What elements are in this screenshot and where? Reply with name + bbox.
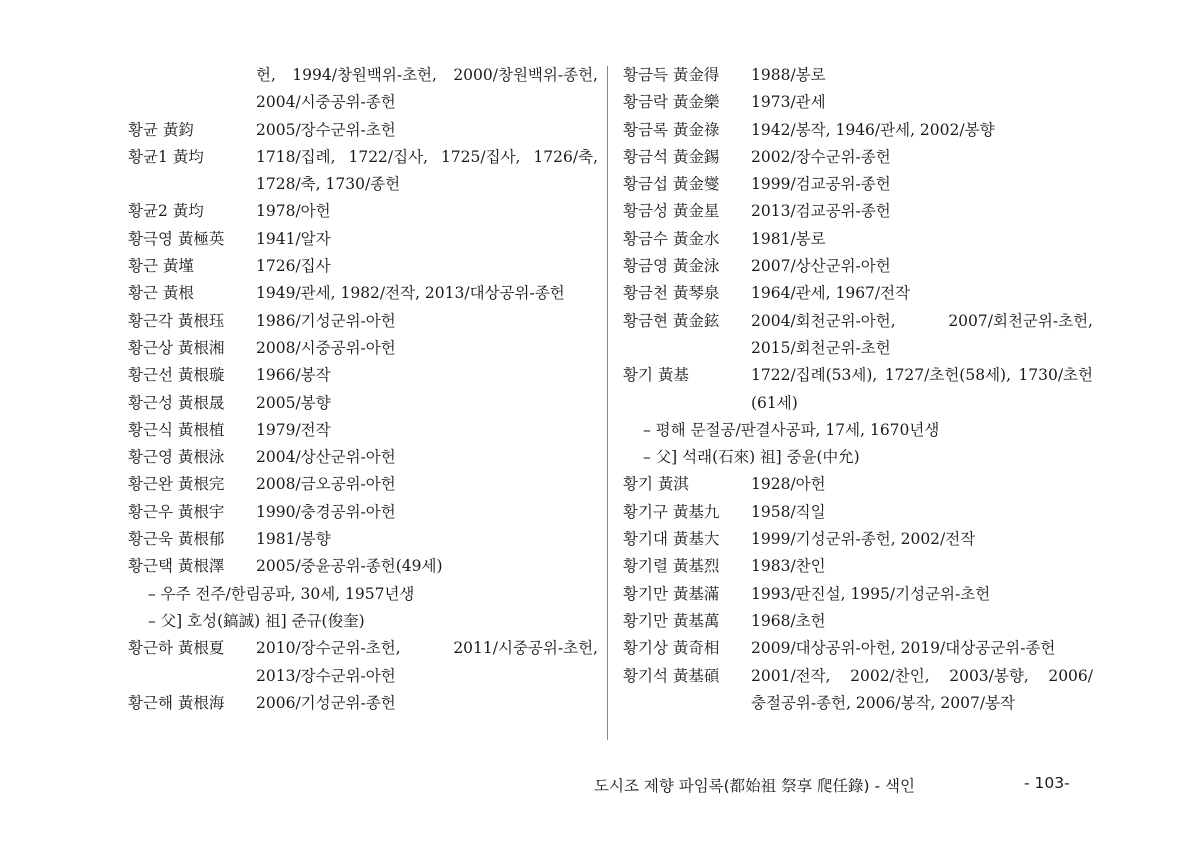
entry-name: 황근택 黃根澤 <box>128 557 225 576</box>
entry-name: 황금성 黃金星 <box>623 202 720 221</box>
entry-name: 황근하 黃根夏 <box>128 639 225 658</box>
entry-record: 1941/알자 <box>256 229 331 248</box>
index-entry <box>623 117 1093 144</box>
entry-record: 1966/봉작 <box>256 366 331 385</box>
entry-record: 1986/기성군위-아헌 <box>256 311 396 330</box>
entry-record: 2006/기성군위-종헌 <box>256 693 396 712</box>
index-entry <box>623 308 1093 363</box>
entry-name: 황금천 黃琴泉 <box>623 284 720 303</box>
index-entry <box>623 663 1093 718</box>
index-entry <box>623 635 1093 662</box>
entry-record: 1949/관세, 1982/전작, 2013/대상공위-종헌 <box>256 284 565 303</box>
entry-name: 황금록 黃金祿 <box>623 120 720 139</box>
entry-name: 황근식 黃根植 <box>128 420 225 439</box>
entry-name: 황근영 黃根泳 <box>128 448 225 467</box>
entry-name: 황기 黃基 <box>623 366 689 385</box>
index-entry <box>623 608 1093 635</box>
entry-name: 황극영 黃極英 <box>128 229 225 248</box>
index-entry <box>623 171 1093 198</box>
index-entry <box>128 444 598 471</box>
index-entry <box>128 308 598 335</box>
entry-record: 1726/집사 <box>256 257 331 276</box>
index-entry <box>128 144 598 199</box>
entry-name: 황금섭 黃金燮 <box>623 175 720 194</box>
entry-record: 2004/상산군위-아헌 <box>256 448 396 467</box>
left-column <box>128 62 598 717</box>
entry-name: 황금수 黃金水 <box>623 229 720 248</box>
entry-name: 황금득 黃金得 <box>623 66 720 84</box>
index-entry <box>623 198 1093 225</box>
index-entry <box>128 499 598 526</box>
entry-name: 황균 黃鈞 <box>128 120 194 139</box>
entry-name: 황근상 黃根湘 <box>128 338 225 357</box>
page-number: - 103- <box>1024 774 1070 792</box>
index-entry <box>623 62 1093 89</box>
entry-name: 황금락 黃金樂 <box>623 93 720 112</box>
index-entry <box>128 690 598 717</box>
index-entry <box>623 253 1093 280</box>
entry-name: 황기상 黃奇相 <box>623 639 720 658</box>
entry-name: 황근욱 黃根郁 <box>128 530 225 549</box>
entry-record: 2002/장수군위-종헌 <box>751 147 891 166</box>
column-divider <box>607 66 608 740</box>
entry-name: 황금석 黃金錫 <box>623 147 720 166</box>
entry-record: 2007/상산군위-아헌 <box>751 257 891 276</box>
entry-name: 황금현 黃金鉉 <box>623 311 720 330</box>
index-entry <box>128 526 598 553</box>
index-entry <box>128 335 598 362</box>
entry-record: 1979/전작 <box>256 420 331 439</box>
entry-record: 2009/대상공위-아헌, 2019/대상공군위-종헌 <box>751 639 1056 658</box>
right-column <box>623 62 1093 717</box>
index-entry <box>623 226 1093 253</box>
index-entry <box>623 581 1093 608</box>
entry-note: – 평해 문절공/판결사공파, 17세, 1670년생 <box>643 420 940 439</box>
entry-name: 황근각 黃根珏 <box>128 311 225 330</box>
index-entry <box>128 417 598 444</box>
entry-record: 2008/시중공위-아헌 <box>256 338 396 357</box>
entry-record: 2013/검교공위-종헌 <box>751 202 891 221</box>
entry-record: 1718/집례, 1722/집사, 1725/집사, 1726/축, 1728/축, 1730/종헌 <box>256 147 598 194</box>
entry-record: 2008/금오공위-아헌 <box>256 475 396 494</box>
entry-name: 황근완 黃根完 <box>128 475 225 494</box>
entry-note: – 우주 전주/한림공파, 30세, 1957년생 <box>148 584 415 603</box>
entry-record: 2005/장수군위-초헌 <box>256 120 396 139</box>
index-entry <box>128 226 598 253</box>
index-entry <box>128 280 598 307</box>
footer-title: 도시조 제향 파임록(都始祖 祭享 爬任錄) - 색인 <box>594 777 915 795</box>
entry-record: 1993/판진설, 1995/기성군위-초헌 <box>751 584 991 603</box>
entry-name: 황기렬 黃基烈 <box>623 557 720 576</box>
entry-continuation: 헌, 1994/창원백위-초헌, 2000/창원백위-종헌, 2004/시중공위-종헌 <box>256 66 598 112</box>
entry-record: 2010/장수군위-초헌, 2011/시중공위-초헌, 2013/장수군위-아헌 <box>256 639 598 685</box>
entry-record: 1983/찬인 <box>751 557 826 576</box>
index-entry <box>623 144 1093 171</box>
entry-name: 황기만 黃基萬 <box>623 611 720 630</box>
entry-name: 황근우 黃根宇 <box>128 502 225 521</box>
entry-name: 황기대 黃基大 <box>623 530 720 549</box>
index-entry <box>128 471 598 498</box>
entry-record: 2005/중윤공위-종헌(49세) <box>256 557 443 576</box>
entry-name: 황균1 黃均 <box>128 147 204 166</box>
entry-record: 1999/검교공위-종헌 <box>751 175 891 194</box>
index-entry <box>623 280 1093 307</box>
entry-name: 황근성 黃根晟 <box>128 393 225 412</box>
entry-name: 황근해 黃根海 <box>128 693 225 712</box>
index-entry <box>128 553 598 580</box>
entry-name: 황기만 黃基滿 <box>623 584 720 603</box>
entry-note: – 父] 호성(鎬誠) 祖] 준규(俊奎) <box>148 611 365 630</box>
entry-name: 황근선 黃根璇 <box>128 366 225 385</box>
entry-name: 황금영 黃金泳 <box>623 257 720 276</box>
entry-record: 1981/봉로 <box>751 229 826 248</box>
entry-record: 1988/봉로 <box>751 66 826 84</box>
entry-record: 1722/집례(53세), 1727/초헌(58세), 1730/초헌(61세) <box>751 366 1093 412</box>
entry-record: 1978/아헌 <box>256 202 331 221</box>
entry-record: 1958/직일 <box>751 502 826 521</box>
index-entry <box>623 89 1093 116</box>
entry-record: 1990/충경공위-아헌 <box>256 502 396 521</box>
entry-record: 1981/봉향 <box>256 530 331 549</box>
index-entry <box>623 362 1093 417</box>
entry-note: – 父] 석래(石來) 祖] 중윤(中允) <box>643 448 860 467</box>
entry-record: 2004/회천군위-아헌, 2007/회천군위-초헌, 2015/회천군위-초헌 <box>751 311 1093 357</box>
entry-record: 1942/봉작, 1946/관세, 2002/봉향 <box>751 120 995 139</box>
entry-record: 1964/관세, 1967/전작 <box>751 284 911 303</box>
index-entry <box>623 471 1093 498</box>
entry-name: 황균2 黃均 <box>128 202 204 221</box>
index-entry <box>128 117 598 144</box>
entry-name: 황기구 黃基九 <box>623 502 720 521</box>
entry-name: 황근 黃墐 <box>128 257 194 276</box>
entry-name: 황기 黃淇 <box>623 475 689 494</box>
entry-record: 1928/아헌 <box>751 475 826 494</box>
entry-record: 2005/봉향 <box>256 393 331 412</box>
index-entry <box>128 253 598 280</box>
index-entry <box>128 635 598 690</box>
entry-name: 황기석 黃基碩 <box>623 666 720 685</box>
index-entry <box>128 198 598 225</box>
index-entry <box>128 362 598 389</box>
entry-record: 1968/초헌 <box>751 611 826 630</box>
entry-record: 2001/전작, 2002/찬인, 2003/봉향, 2006/충절공위-종헌, 2006/봉작, 2007/봉작 <box>751 666 1093 712</box>
index-entry <box>128 390 598 417</box>
entry-name: 황근 黃根 <box>128 284 194 303</box>
entry-record: 1999/기성군위-종헌, 2002/전작 <box>751 530 976 549</box>
index-entry <box>623 553 1093 580</box>
index-entry <box>623 526 1093 553</box>
entry-record: 1973/관세 <box>751 93 826 112</box>
index-entry <box>623 499 1093 526</box>
